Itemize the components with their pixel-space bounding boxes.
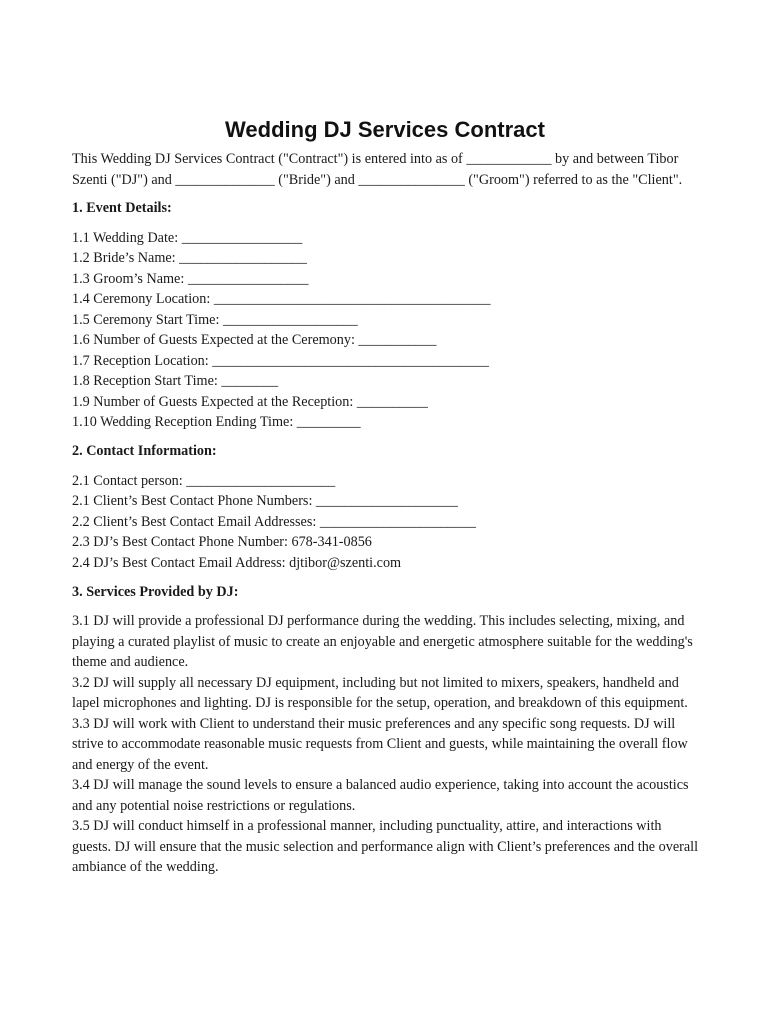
list-item: 1.9 Number of Guests Expected at the Reception: __________: [72, 393, 428, 410]
intro-paragraph: This Wedding DJ Services Contract ("Contract") is entered into as of ____________ by and between Tibor Szenti ("DJ") and ______________ ("Bride") and _______________ ("Groom") referred to as the "Client".: [72, 151, 683, 188]
list-item: 1.8 Reception Start Time: ________: [72, 373, 279, 389]
event-details-list: [72, 228, 702, 433]
list-item: 2.2 Client’s Best Contact Email Addresses: ______________________: [72, 513, 476, 530]
section-heading-services-provided: 3. Services Provided by DJ:: [72, 583, 239, 600]
list-item: 1.4 Ceremony Location: _______________________________________: [72, 291, 491, 307]
list-item: 3.5 DJ will conduct himself in a professional manner, including punctuality, attire, and interactions with guests. DJ will ensure that the music selection and performance align with Client’s preferences and the overall ambiance of the wedding.: [72, 818, 699, 875]
list-item: 1.10 Wedding Reception Ending Time: _________: [72, 414, 361, 430]
list-item: 1.3 Groom’s Name: _________________: [72, 270, 309, 287]
contact-information-list: [72, 471, 702, 574]
section-heading-event-details: 1. Event Details:: [72, 200, 172, 216]
list-item: 3.1 DJ will provide a professional DJ performance during the wedding. This includes selecting, mixing, and playing a curated playlist of music to create an enjoyable and energetic atmosphere suitable for the wedding's theme and audience.: [72, 613, 693, 670]
list-item: 2.3 DJ’s Best Contact Phone Number: 678-341-0856: [72, 534, 372, 550]
list-item: 1.7 Reception Location: _______________________________________: [72, 352, 489, 369]
services-list: [72, 611, 702, 878]
list-item: 1.2 Bride’s Name: __________________: [72, 250, 307, 266]
document-title: Wedding DJ Services Contract: [225, 117, 545, 142]
list-item: 1.5 Ceremony Start Time: ___________________: [72, 311, 358, 328]
list-item: 3.2 DJ will supply all necessary DJ equipment, including but not limited to mixers, speakers, handheld and lapel microphones and lighting. DJ is responsible for the setup, operation, and breakdown of this equipment.: [72, 674, 688, 711]
list-item: 1.1 Wedding Date: _________________: [72, 229, 303, 246]
section-heading-contact-information: 2. Contact Information:: [72, 443, 217, 459]
list-item: 2.1 Client’s Best Contact Phone Numbers: ____________________: [72, 493, 458, 509]
list-item: 3.3 DJ will work with Client to understand their music preferences and any specific song requests. DJ will strive to accommodate reasonable music requests from Client and guests, while maintaining the overall flow and energy of the event.: [72, 715, 688, 773]
list-item: 2.4 DJ’s Best Contact Email Address: djtibor@szenti.com: [72, 554, 402, 571]
list-item: 2.1 Contact person: _____________________: [72, 472, 336, 489]
list-item: 3.4 DJ will manage the sound levels to ensure a balanced audio experience, taking into account the acoustics and any potential noise restrictions or regulations.: [72, 777, 689, 814]
document-body: [72, 149, 702, 886]
list-item: 1.6 Number of Guests Expected at the Ceremony: ___________: [72, 332, 437, 348]
